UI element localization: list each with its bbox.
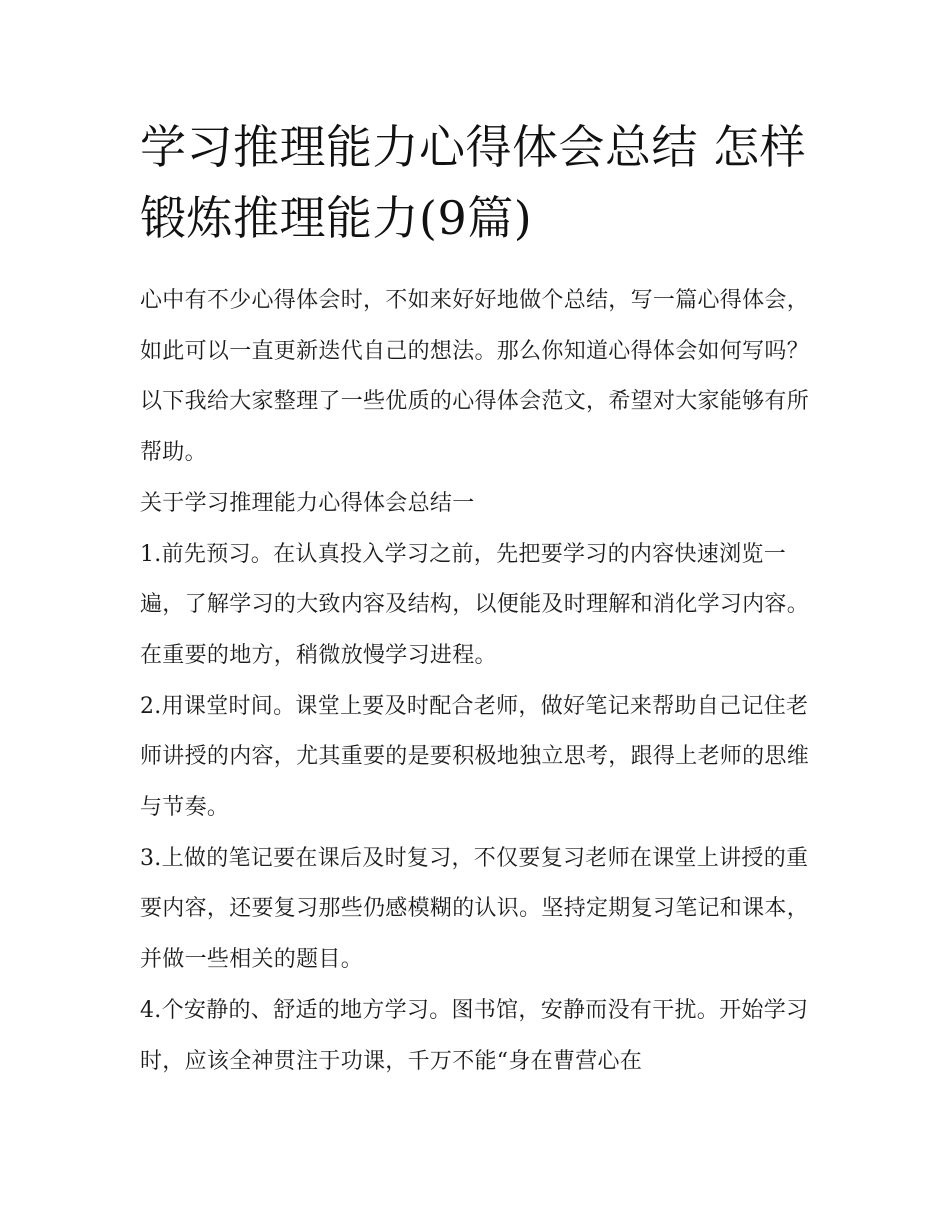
list-item-1: 1.前先预习。在认真投入学习之前，先把要学习的内容快速浏览一遍，了解学习的大致内容及结构，以便能及时理解和消化学习内容。在重要的地方，稍微放慢学习进程。	[140, 541, 810, 668]
section-heading: 关于学习推理能力心得体会总结一	[140, 490, 475, 516]
document-title: 学习推理能力心得体会总结 怎样锻炼推理能力(9篇)	[140, 120, 807, 245]
document-page	[140, 112, 820, 1087]
list-item-4: 4.个安静的、舒适的地方学习。图书馆，安静而没有干扰。开始学习时，应该全神贯注于功课，千万不能“身在曹营心在	[140, 997, 809, 1074]
list-item-2: 2.用课堂时间。课堂上要及时配合老师，做好笔记来帮助自己记住老师讲授的内容，尤其重要的是要积极地独立思考，跟得上老师的思维与节奏。	[140, 693, 810, 821]
document-body	[140, 276, 820, 1087]
list-item-3: 3.上做的笔记要在课后及时复习，不仅要复习老师在课堂上讲授的重要内容，还要复习那些仍感模糊的认识。坚持定期复习笔记和课本，并做一些相关的题目。	[140, 845, 810, 973]
intro-paragraph: 心中有不少心得体会时，不如来好好地做个总结，写一篇心得体会，如此可以一直更新迭代自己的想法。那么你知道心得体会如何写吗？以下我给大家整理了一些优质的心得体会范文，希望对大家能够有所帮助。	[140, 288, 810, 466]
